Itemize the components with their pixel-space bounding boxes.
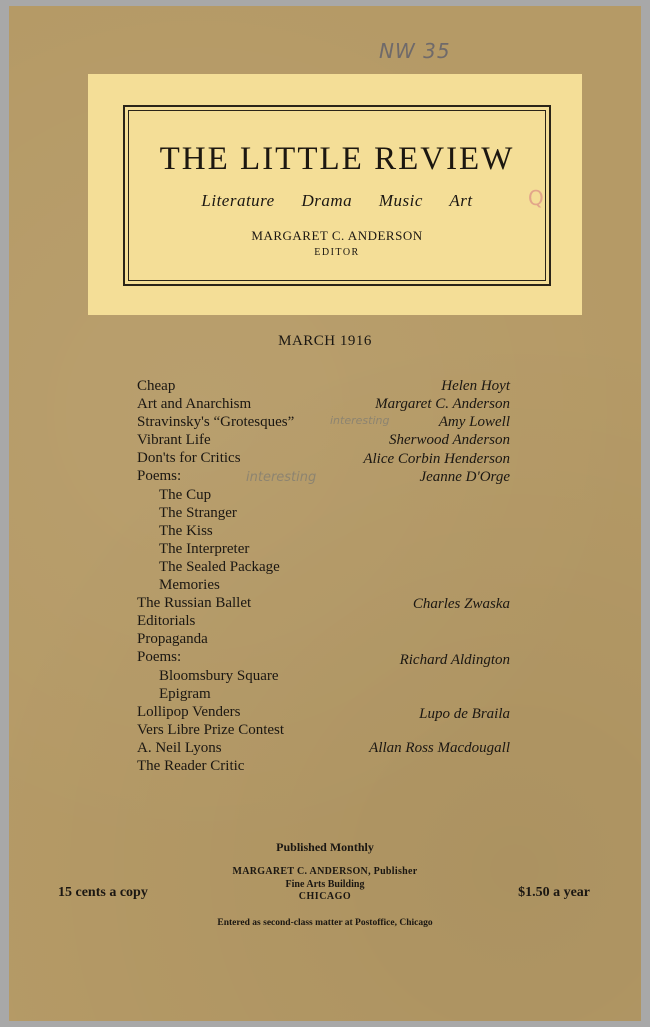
price-per-copy: 15 cents a copy (58, 885, 148, 900)
masthead-label (88, 74, 582, 315)
editor-name: MARGARET C. ANDERSON (251, 228, 423, 243)
label-mark: Q (528, 186, 544, 210)
price-per-year: $1.50 a year (518, 885, 590, 900)
editor-role: EDITOR (314, 247, 360, 258)
contents-subtitle: Memories (159, 577, 220, 594)
contents-subtitle: The Interpreter (159, 540, 250, 557)
contents-title: Don'ts for Critics (137, 450, 241, 467)
contents-title: The Reader Critic (137, 757, 245, 774)
contents-title: Propaganda (137, 631, 208, 648)
contents-subtitle: The Stranger (159, 504, 237, 521)
contents-subtitle: The Kiss (159, 522, 213, 539)
pencil-note: interesting (246, 470, 317, 485)
contents-subtitle: Bloomsbury Square (159, 667, 279, 684)
masthead-inner-frame (128, 110, 546, 281)
contents-author: Sherwood Anderson (389, 432, 510, 448)
contents-title: Stravinsky's “Grotesques” (137, 414, 295, 431)
contents-title: Lollipop Venders (137, 703, 241, 720)
contents-title: Editorials (137, 613, 196, 630)
contents-title: Poems: (137, 649, 182, 666)
issue-date: MARCH 1916 (278, 333, 372, 349)
footer-entered-note: Entered as second-class matter at Postoffice, Chicago (217, 918, 433, 928)
footer-published: Published Monthly (276, 840, 374, 854)
magazine-subtitle: Literature Drama Music Art (201, 191, 473, 210)
contents-title: Vibrant Life (137, 432, 211, 449)
contents-author: Alice Corbin Henderson (363, 451, 510, 467)
contents-author: Lupo de Braila (419, 706, 510, 722)
footer-city: CHICAGO (298, 891, 352, 902)
footer-building: Fine Arts Building (285, 879, 365, 890)
contents-subtitle: The Sealed Package (159, 558, 280, 575)
contents-author: Richard Aldington (399, 652, 510, 668)
pencil-note: interesting (330, 414, 390, 427)
contents-titles (137, 377, 294, 775)
contents-author: Charles Zwaska (412, 596, 510, 612)
contents-author: Jeanne D'Orge (419, 469, 510, 485)
contents-subtitle: Epigram (159, 685, 211, 702)
pencil-annotation-top: NW 35 (379, 39, 451, 63)
contents-author: Margaret C. Anderson (375, 396, 510, 412)
footer-publisher: MARGARET C. ANDERSON, Publisher (232, 866, 418, 877)
contents-title: Vers Libre Prize Contest (137, 721, 285, 738)
contents-author: Amy Lowell (438, 414, 510, 430)
contents-author: Allan Ross Macdougall (369, 740, 510, 756)
contents-title: Art and Anarchism (137, 396, 252, 413)
contents-title: The Russian Ballet (137, 595, 252, 612)
contents-title: Cheap (137, 378, 176, 394)
contents-title: Poems: (137, 468, 182, 485)
contents-author: Helen Hoyt (441, 378, 510, 394)
masthead-frame (123, 105, 551, 286)
magazine-title: THE LITTLE REVIEW (159, 141, 515, 177)
contents-title: A. Neil Lyons (137, 739, 222, 756)
contents-subtitle: The Cup (159, 486, 212, 503)
